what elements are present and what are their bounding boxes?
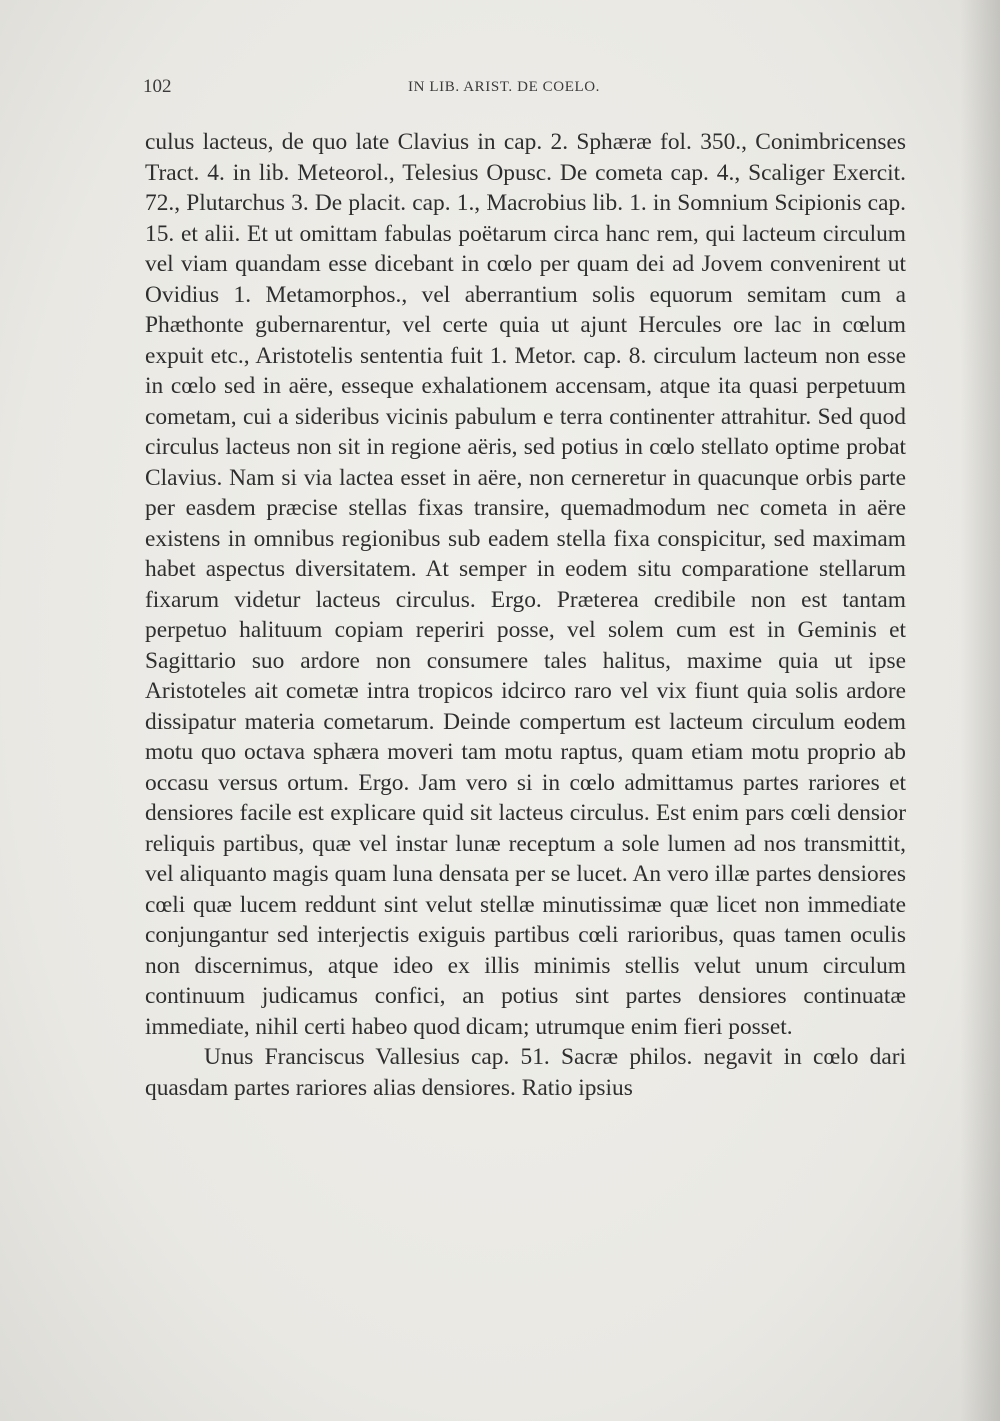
page-header xyxy=(143,76,908,106)
body-text xyxy=(145,127,906,1103)
page-edge-shadow xyxy=(960,0,1000,1421)
page-number: 102 xyxy=(143,76,172,97)
paragraph-1: culus lacteus, de quo late Clavius in cap. 2. Sphæræ fol. 350., Conimbricenses Tract. 4. in lib. Meteorol., Telesius Opusc. De cometa cap. 4., Scaliger Exercit. 72., Plutarchus 3. De placit. cap. 1., Macrobius lib. 1. in Somnium Scipionis cap. 15. et alii. Et ut omittam fabulas poëtarum circa hanc rem, qui lacteum circulum vel viam quandam esse dicebant in cœlo per quam dei ad Jovem convenirent ut Ovidius 1. Metamorphos., vel aberrantium solis equorum semitam cum a Phæthonte gubernarentur, vel certe quia ut ajunt Hercules ore lac in cœlum expuit etc., Aristotelis sententia fuit 1. Metor. cap. 8. circulum lacteum non esse in cœlo sed in aëre, esseque exhalationem accensam, atque ita quasi perpetuum cometam, cui a sideribus vicinis pabulum e terra continenter attrahitur. Sed quod circulus lacteus non sit in regione aëris, sed potius in cœlo stellato optime probat Clavius. Nam si via lactea esset in aëre, non cerneretur in quacunque orbis parte per easdem præcise stellas fixas transire, quemadmodum nec cometa in aëre existens in omnibus regionibus sub eadem stella fixa conspicitur, sed maximam habet aspectus diversitatem. At semper in eodem situ comparatione stellarum fixarum videtur lacteus circulus. Ergo. Præterea credibile non est tantam perpetuo halituum copiam reperiri posse, vel solem cum est in Geminis et Sagittario suo ardore non consumere tales halitus, maxime quia ut ipse Aristoteles ait cometæ intra tropicos idcirco raro vel vix fiunt quia solis ardore dissipatur materia cometarum. Deinde compertum est lacteum circulum eodem motu quo octava sphæra moveri tam motu raptus, quam etiam motu proprio ab occasu versus ortum. Ergo. Jam vero si in cœlo admittamus partes rariores et densiores facile est explicare quid sit lacteus circulus. Est enim pars cœli densior reliquis partibus, quæ vel instar lunæ receptum a sole lumen ad nos transmittit, vel aliquanto magis quam luna densata per se lucet. An vero illæ partes densiores cœli quæ lucem reddunt sint velut stellæ minutissimæ quæ licet non immediate conjungantur sed interjectis exiguis partibus cœli rarioribus, quas tamen oculis non discernimus, atque ideo ex illis minimis stellis velut unum circulum continuum judicamus confici, an potius sint partes densiores continuatæ immediate, nihil certi habeo quod dicam; utrumque enim fieri posset. xyxy=(145,129,906,1040)
paragraph-2: Unus Franciscus Vallesius cap. 51. Sacræ philos. negavit in cœlo dari quasdam partes rariores alias densiores. Ratio ipsius xyxy=(145,1044,906,1101)
running-title: IN LIB. ARIST. DE COELO. xyxy=(408,79,601,95)
